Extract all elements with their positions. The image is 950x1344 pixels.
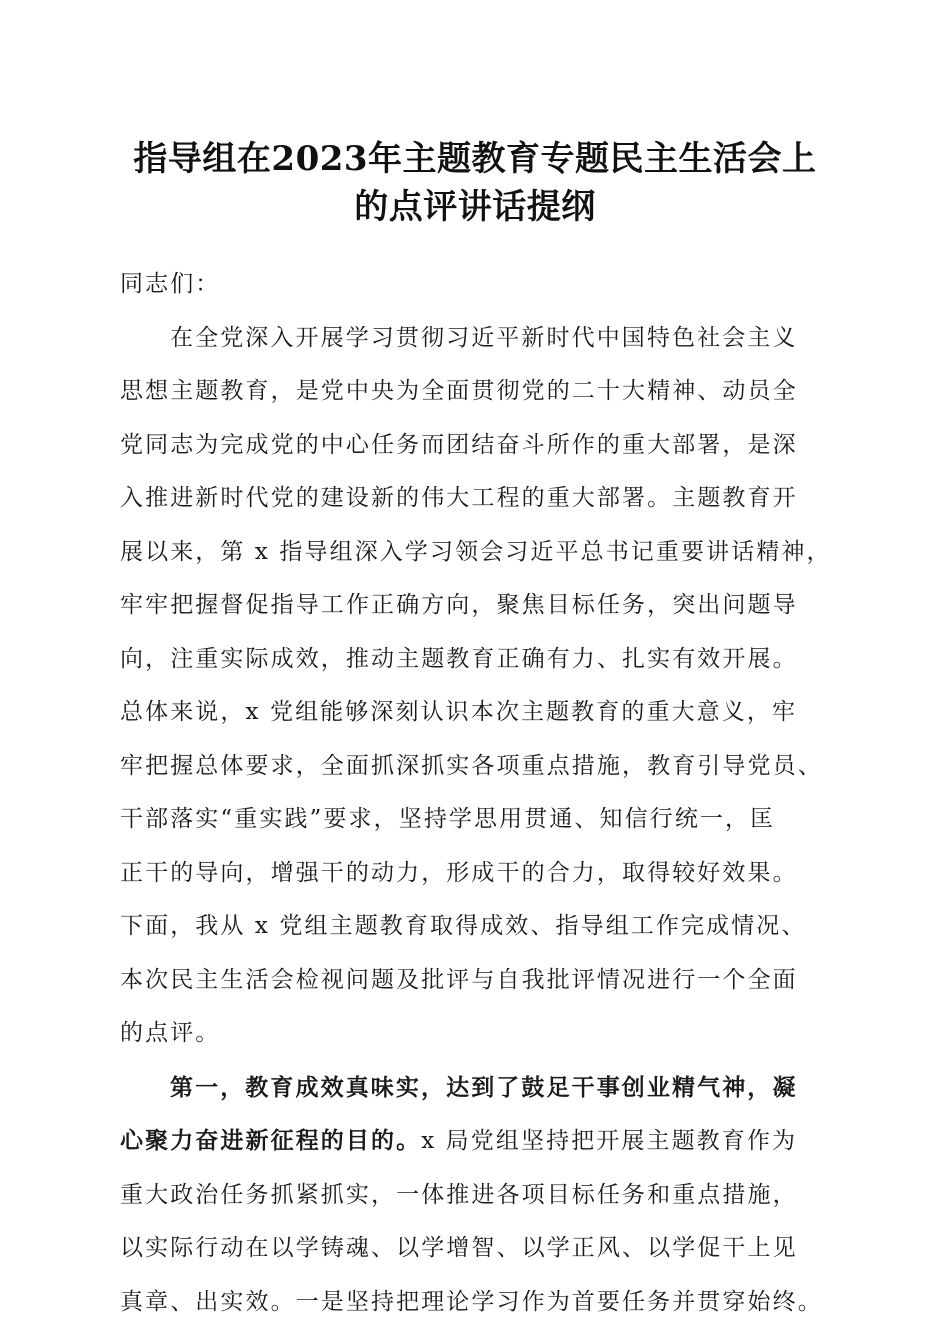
- paragraph-line: 党同志为完成党的中心任务而团结奋斗所作的重大部署，是深: [120, 431, 798, 458]
- paragraph-2: [120, 1061, 832, 1330]
- paragraph-line: 牢牢把握督促指导工作正确方向，聚焦目标任务，突出问题导: [120, 592, 798, 618]
- paragraph-line: 在全党深入开展学习贯彻习近平新时代中国特色社会主义: [170, 324, 798, 351]
- paragraph-line: 牢把握总体要求，全面抓深抓实各项重点措施，教育引导党员、: [120, 752, 823, 779]
- paragraph-line: 真章、出实效。一是坚持把理论学习作为首要任务并贯穿始终。: [120, 1288, 823, 1315]
- title-line-1: 指导组在2023年主题教育专题民主生活会上: [133, 139, 817, 179]
- paragraph-line: 下面，我从 x 党组主题教育取得成效、指导组工作完成情况、: [120, 913, 807, 939]
- title-line-2: 的点评讲话提纲: [354, 187, 596, 227]
- salutation: 同志们：: [120, 271, 221, 297]
- paragraph-line: 展以来，第 x 指导组深入学习领会习近平总书记重要讲话精神，: [120, 538, 832, 565]
- paragraph-line: 本次民主生活会检视问题及批评与自我批评情况进行一个全面: [120, 966, 798, 993]
- paragraph-1: [120, 312, 832, 1061]
- paragraph-line-rest: x 局党组坚持把开展主题教育作为: [421, 1128, 798, 1154]
- paragraph-heading-end: 心聚力奋进新征程的目的。: [120, 1127, 422, 1154]
- paragraph-line: 的点评。: [120, 1020, 221, 1046]
- paragraph-line: [120, 1114, 832, 1169]
- paragraph-line: 总体来说，x 党组能够深刻认识本次主题教育的重大意义，牢: [120, 699, 798, 725]
- paragraph-line: 向，注重实际成效，推动主题教育正确有力、扎实有效开展。: [120, 645, 798, 672]
- paragraph-line: 以实际行动在以学铸魂、以学增智、以学正风、以学促干上见: [120, 1235, 798, 1261]
- paragraph-heading-line: 第一，教育成效真味实，达到了鼓足干事创业精气神，凝: [170, 1073, 798, 1101]
- paragraph-line: 正干的导向，增强干的动力，形成干的合力，取得较好效果。: [120, 859, 798, 886]
- document-title: [90, 135, 860, 231]
- document-body: [120, 258, 832, 1329]
- paragraph-line: 入推进新时代党的建设新的伟大工程的重大部署。主题教育开: [120, 485, 798, 511]
- paragraph-line: 干部落实“重实践”要求，坚持学思用贯通、知信行统一，匡: [120, 806, 776, 832]
- paragraph-line: 思想主题教育，是党中央为全面贯彻党的二十大精神、动员全: [120, 378, 798, 404]
- paragraph-line: 重大政治任务抓紧抓实，一体推进各项目标任务和重点措施，: [120, 1181, 798, 1208]
